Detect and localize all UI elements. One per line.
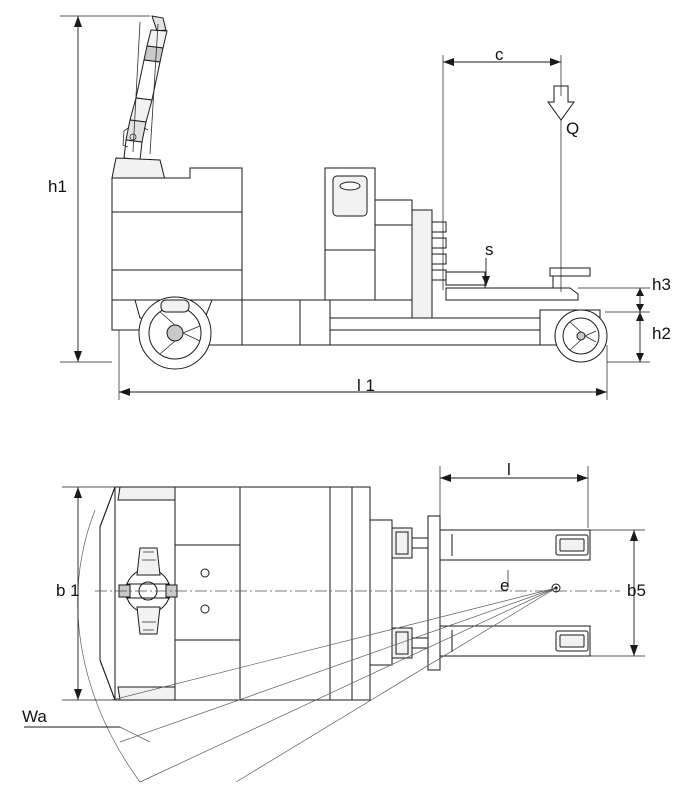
label-h3: h3 — [652, 275, 671, 294]
top-mast-frame — [370, 520, 392, 665]
rear-housing — [375, 200, 412, 300]
top-chassis-block — [330, 487, 370, 700]
label-Q: Q — [566, 119, 580, 138]
tiller-mount — [112, 158, 165, 180]
label-c: c — [495, 45, 504, 64]
top-view-group — [24, 466, 645, 782]
fork-tip-block — [550, 268, 590, 276]
label-b1: b 1 — [56, 581, 80, 600]
label-b5: b5 — [627, 581, 646, 600]
label-h2: h2 — [652, 324, 671, 343]
label-l1: l 1 — [357, 376, 375, 395]
label-s: s — [485, 240, 494, 259]
fork-blade — [446, 288, 578, 300]
tractor-body — [112, 168, 242, 300]
label-e: e — [500, 576, 510, 595]
fork-carriage — [412, 210, 432, 318]
tiller-arm — [123, 16, 167, 160]
chassis-lower — [242, 300, 300, 345]
side-view-group — [60, 16, 650, 400]
chassis-rail — [330, 318, 540, 345]
label-h1: h1 — [48, 177, 67, 196]
label-Wa: Wa — [22, 707, 47, 726]
label-l: l — [507, 460, 511, 479]
fork-upper — [446, 272, 485, 285]
